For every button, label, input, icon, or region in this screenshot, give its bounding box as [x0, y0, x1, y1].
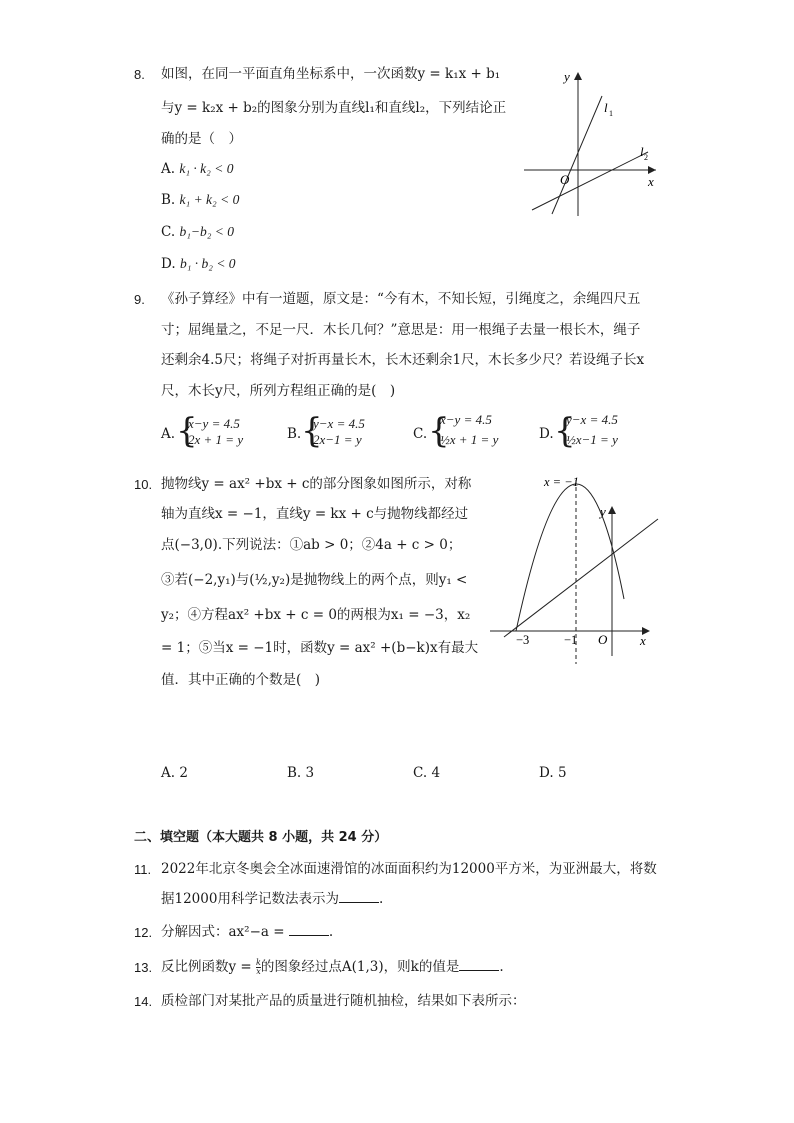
q10-tick-neg1: −1 [564, 633, 578, 647]
q14-number: 14. [134, 994, 153, 1009]
q9-option-d-label: D. [539, 426, 554, 442]
q8-origin-label: O [560, 172, 570, 187]
q12-line: 分解因式：ax²−a = . [161, 924, 334, 940]
q10-line5: y₂；④方程ax² +bx + c = 0的两根为x₁ = −3，x₂ [161, 607, 471, 623]
q13-fraction: $\frac{k}{x}$ [256, 958, 261, 976]
q13-line: 反比例函数y = $\frac{k}{x}$ 的图象经过点A(1,3)，则k的值是 . [161, 958, 504, 976]
q9-option-c-system: x−y = 4.5 ½x + 1 = y [440, 412, 499, 447]
q9-number: 9. [134, 292, 145, 307]
q8-option-c: C. b₁−b₂ < 0 [161, 224, 235, 240]
q8-y-arrow [574, 72, 582, 80]
q8-line1: 如图，在同一平面直角坐标系中，一次函数y = k₁x + b₁ [161, 66, 501, 82]
q8-l1-sub: 1 [609, 109, 613, 118]
q10-option-b: B. 3 [287, 765, 315, 781]
q10-line7: 值．其中正确的个数是( ) [161, 672, 321, 688]
q9-option-b-system: y−x = 4.5 2x−1 = y [313, 416, 365, 447]
q9-line3: 还剩余4.5尺；将绳子对折再量长木，长木还剩余1尺，木长多少尺？若设绳子长x [161, 352, 645, 368]
q9-option-a-label: A. [161, 426, 176, 442]
q10-tick-neg3: −3 [516, 633, 530, 647]
q8-x-label: x [648, 174, 654, 189]
q11-line2: 据12000用科学记数法表示为 . [161, 891, 384, 907]
q13-answer-blank[interactable] [459, 958, 499, 971]
q9-option-d-system: y−x = 4.5 ½x−1 = y [566, 412, 618, 447]
q8-option-b: B. k₁ + k₂ < 0 [161, 192, 240, 208]
q8-x-arrow [648, 166, 656, 174]
q8-l2-label: l [640, 144, 644, 159]
q9-option-c-label: C. [413, 426, 428, 442]
q9-option-a-brace: { [176, 411, 198, 451]
q10-graph [488, 474, 664, 670]
q12-number: 12. [134, 925, 153, 940]
q10-option-c: C. 4 [413, 765, 441, 781]
q8-number: 8. [134, 67, 145, 82]
q10-origin-label: O [598, 632, 608, 647]
q10-line3: 点(−3,0).下列说法：①ab > 0；②4a + c > 0； [161, 537, 462, 553]
q10-option-a: A. 2 [161, 765, 188, 781]
q9-line2: 寸；屈绳量之，不足一尺．木长几何？”意思是：用一根绳子去量一根长木，绳子 [161, 322, 641, 338]
q8-line2: 与y = k₂x + b₂的图象分别为直线l₁和直线l₂，下列结论正 [161, 100, 507, 116]
q9-option-b-brace: { [301, 411, 323, 451]
q10-y-label: y [600, 504, 606, 519]
q13-number: 13. [134, 960, 153, 975]
q9-option-c-brace: { [428, 411, 450, 451]
q11-answer-blank[interactable] [339, 890, 379, 903]
q14-line: 质检部门对某批产品的质量进行随机抽检，结果如下表所示： [161, 993, 526, 1009]
q10-line [504, 519, 658, 637]
q8-option-d: D. b₁ · b₂ < 0 [161, 256, 236, 272]
q11-line1: 2022年北京冬奥会全冰面速滑馆的冰面面积约为12000平方米，为亚洲最大，将数 [161, 861, 657, 877]
q10-line1: 抛物线y = ax² +bx + c的部分图象如图所示，对称 [161, 476, 472, 492]
q9-line4: 尺，木长y尺，所列方程组正确的是( ) [161, 383, 396, 399]
q8-l1-label: l [604, 100, 608, 115]
q10-line4: ③若(−2,y₁)与(½,y₂)是抛物线上的两个点，则y₁ < [161, 572, 468, 588]
q10-option-d: D. 5 [539, 765, 567, 781]
q8-option-a: A. k₁ · k₂ < 0 [161, 161, 234, 177]
section2-title: 二、填空题（本大题共 8 小题，共 24 分） [134, 830, 388, 845]
q9-option-a-system: x−y = 4.5 2x + 1 = y [188, 416, 244, 447]
q8-l2-sub: 2 [644, 153, 648, 162]
q10-y-arrow [608, 506, 616, 514]
q9-option-b-label: B. [287, 426, 302, 442]
q12-answer-blank[interactable] [289, 923, 329, 936]
q8-line3: 确的是（ ） [161, 131, 242, 147]
q8-y-label: y [564, 69, 570, 84]
q9-option-d-brace: { [554, 411, 576, 451]
q10-axis-label: x = −1 [544, 475, 579, 489]
q10-number: 10. [134, 477, 153, 492]
q8-graph [520, 66, 670, 218]
q10-x-label: x [640, 633, 646, 648]
q9-line1: 《孙子算经》中有一道题，原文是：“今有木，不知长短，引绳度之，余绳四尺五 [161, 291, 641, 307]
q8-line-l2 [532, 152, 648, 210]
q11-number: 11. [134, 862, 152, 877]
q10-line6: = 1；⑤当x = −1时，函数y = ax² +(b−k)x有最大 [161, 640, 479, 656]
q10-line2: 轴为直线x = −1，直线y = kx + c与抛物线都经过 [161, 506, 469, 522]
